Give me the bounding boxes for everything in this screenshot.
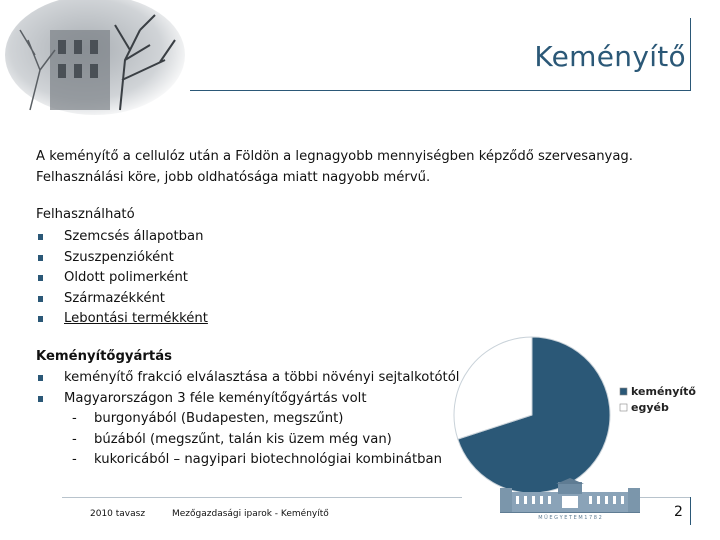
list-item: Lebontási termékként (38, 309, 208, 330)
usable-list (38, 227, 208, 330)
list-item: keményítő frakció elválasztása a többi növényi sejtalkotótól (38, 368, 468, 389)
footer-course: Mezőgazdasági iparok - Keményítő (172, 509, 329, 519)
header-photo (0, 0, 200, 120)
square-bullet-icon (38, 255, 43, 261)
university-caption: M Ű E G Y E T E M 1 7 8 2 (538, 515, 602, 520)
legend-label: keményítő (631, 385, 696, 398)
legend-label: egyéb (631, 401, 669, 414)
pie-chart (452, 320, 720, 500)
production-sub-list (64, 409, 442, 471)
sub-list-item: - kukoricából – nagyipari biotechnológiai kombinátban (72, 452, 442, 467)
footer-divider (640, 497, 690, 498)
usable-heading: Felhasználható (36, 207, 135, 222)
square-bullet-icon (38, 296, 43, 302)
pie-slices (454, 337, 610, 493)
legend-swatch (620, 388, 627, 395)
production-heading: Keményítőgyártás (36, 349, 172, 364)
university-building-logo (500, 478, 640, 520)
production-list (38, 368, 468, 409)
pie-legend (620, 385, 696, 414)
square-bullet-icon (38, 375, 43, 381)
list-item: Magyarországon 3 féle keményítőgyártás volt (38, 389, 468, 410)
square-bullet-icon (38, 234, 43, 240)
list-item: Szuszpenzióként (38, 248, 208, 269)
footer-divider (62, 497, 462, 498)
sub-list-item: - burgonyából (Budapesten, megszűnt) (72, 411, 344, 426)
square-bullet-icon (38, 275, 43, 281)
title-vertical-divider (690, 18, 691, 91)
page-number: 2 (674, 504, 683, 520)
list-item: Oldott polimerként (38, 268, 208, 289)
intro-paragraph (36, 147, 676, 188)
intro-line: Felhasználási köre, jobb oldhatósága miatt nagyobb mérvű. (36, 169, 431, 185)
legend-swatch (620, 404, 627, 411)
square-bullet-icon (38, 396, 43, 402)
footer-vertical-divider (690, 497, 691, 525)
sub-list-item: - búzából (megszűnt, talán kis üzem még van) (72, 431, 392, 447)
intro-line: A keményítő a cellulóz után a Földön a legnagyobb mennyiségben képződő szervesanyag. (36, 149, 633, 164)
list-item: Származékként (38, 289, 208, 310)
footer-date: 2010 tavasz (90, 509, 146, 519)
square-bullet-icon (38, 316, 43, 322)
title-divider (190, 90, 690, 91)
slide-title: Keményítő (534, 40, 686, 73)
list-item: Szemcsés állapotban (38, 227, 208, 248)
